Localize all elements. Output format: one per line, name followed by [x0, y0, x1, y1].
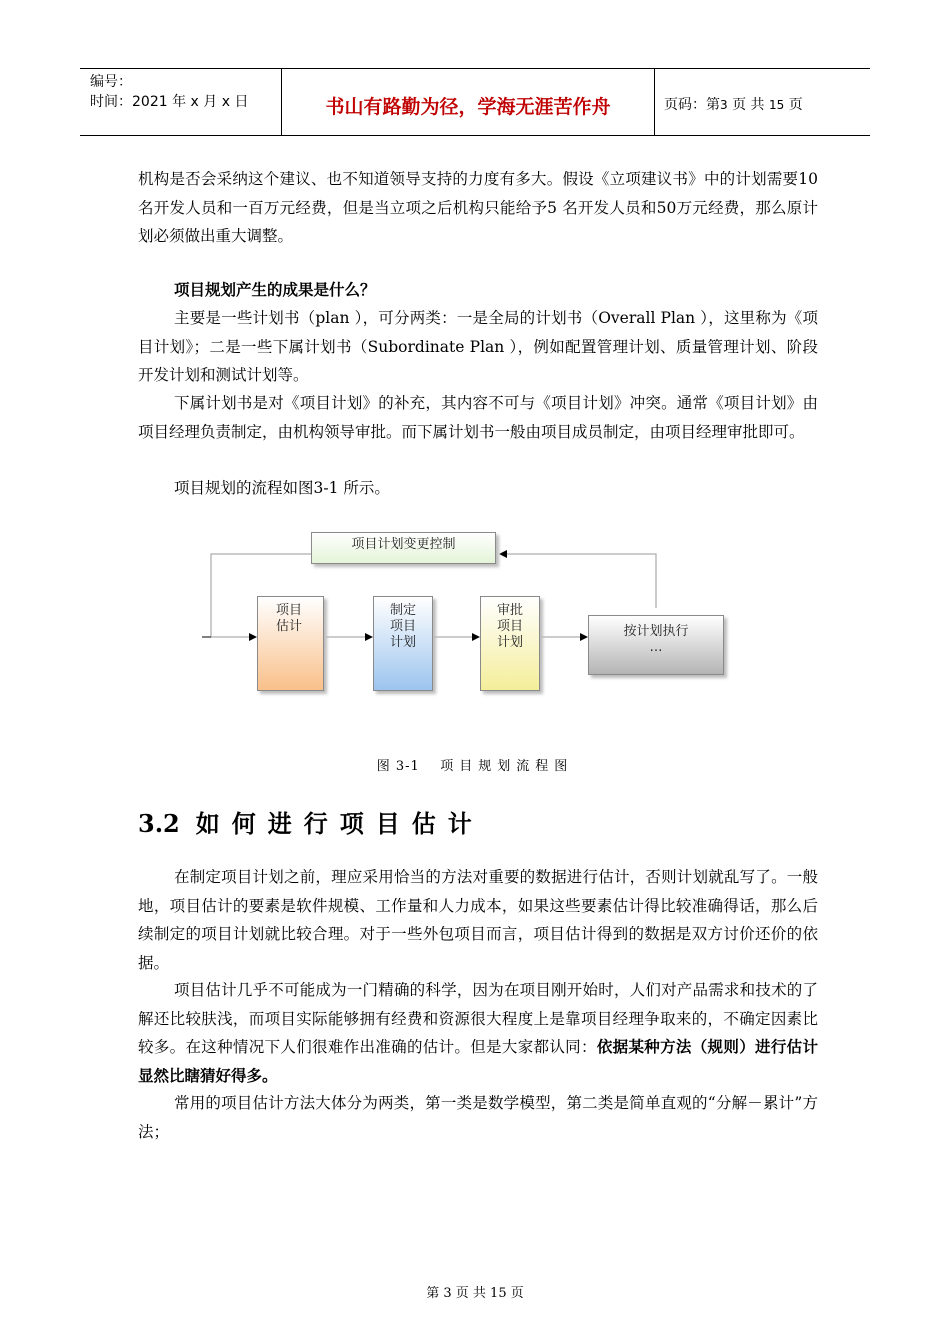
paragraph-5: 在制定项目计划之前，理应采用恰当的方法对重要的数据进行估计，否则计划就乱写了。一般地，项目估计的要素是软件规模、工作量和人力成本，如果这些要素估计得比较准确得话，那么后续制定的项目计划就比较合理。对于一些外包项目而言，项目估计得到的数据是双方讨价还价的依据。 [138, 868, 818, 972]
estimate-box [257, 596, 324, 691]
header-date: 时间：2021 年 x 月 x 日 [90, 94, 249, 110]
paragraph-2: 主要是一些计划书（plan ），可分两类：一是全局的计划书（Overall Plan ），这里称为《项目计划》；二是一些下属计划书（Subordinate Plan ），例如配置管理计划、质量管理计划、阶段开发计划和测试计划等。 [138, 309, 818, 384]
execute-box [588, 615, 724, 675]
question-heading: 项目规划产生的成果是什么？ [174, 280, 376, 299]
header-page-num: 3 [720, 98, 728, 112]
header-page-prefix: 页码：第 [664, 97, 720, 113]
header-page-info [664, 94, 803, 114]
estimate-label-1: 项目 [276, 603, 303, 618]
approve-plan-label-3: 计划 [497, 635, 524, 650]
approve-plan-label-2: 项目 [497, 619, 524, 634]
paragraph-1: 机构是否会采纳这个建议、也不知道领导支持的力度有多大。假设《立项建议书》中的计划需要10名开发人员和一百万元经费，但是当立项之后机构只能给予5 名开发人员和50万元经费，那么原计划必须做出重大调整。 [138, 170, 818, 245]
change-control-label: 项目计划变更控制 [351, 537, 456, 552]
header-number: 编号： [90, 74, 132, 90]
caption-title: 项目规划流程图 [440, 759, 574, 774]
header-page-mid: 页 共 [732, 97, 765, 113]
make-plan-box [373, 596, 433, 691]
header-bottom-rule [80, 135, 870, 136]
make-plan-label-1: 制定 [390, 603, 417, 618]
page-footer: 第 3 页 共 15 页 [426, 1286, 524, 1301]
execute-label: 按计划执行 [623, 624, 689, 639]
caption-number: 图 3-1 [376, 759, 420, 774]
approve-plan-label-1: 审批 [497, 603, 524, 618]
paragraph-7: 常用的项目估计方法大体分为两类，第一类是数学模型，第二类是简单直观的“分解－累计”方法； [138, 1094, 818, 1141]
make-plan-label-2: 项目 [390, 619, 417, 634]
header-motto: 书山有路勤为径，学海无涯苦作舟 [325, 96, 611, 118]
paragraph-4: 项目规划的流程如图3-1 所示。 [174, 479, 390, 497]
execute-ellipsis: … [649, 640, 663, 655]
paragraph-6-text: 项目估计几乎不可能成为一门精确的科学，因为在项目刚开始时，人们对产品需求和技术的了解还比较肤浅，而项目实际能够拥有经费和资源很大程度上是靠项目经理争取来的，不确定因素比较多。在这种情况下人们很难作出准确的估计。但是大家都认同： [138, 981, 818, 1056]
header-top-rule [80, 68, 870, 69]
approve-plan-box [480, 596, 540, 691]
make-plan-label-3: 计划 [390, 635, 417, 650]
paragraph-3: 下属计划书是对《项目计划》的补充，其内容不可与《项目计划》冲突。通常《项目计划》由项目经理负责制定，由机构领导审批。而下属计划书一般由项目成员制定，由项目经理审批即可。 [138, 394, 818, 441]
section-heading [138, 804, 484, 839]
header-page-suffix: 页 [788, 97, 803, 113]
change-control-box [311, 532, 496, 564]
header-divider-2 [654, 68, 655, 136]
header-page-total: 15 [769, 98, 785, 112]
section-number: 3.2 [138, 809, 180, 838]
estimate-label-2: 估计 [276, 619, 303, 634]
paragraph-6 [138, 976, 818, 1090]
paragraph-6-bold: 依据某种方法（规则）进行估计显然比瞎猜好得多。 [138, 1037, 818, 1085]
figure-caption [0, 755, 950, 774]
section-title: 如何进行项目估计 [195, 809, 484, 838]
header-left [90, 72, 248, 112]
